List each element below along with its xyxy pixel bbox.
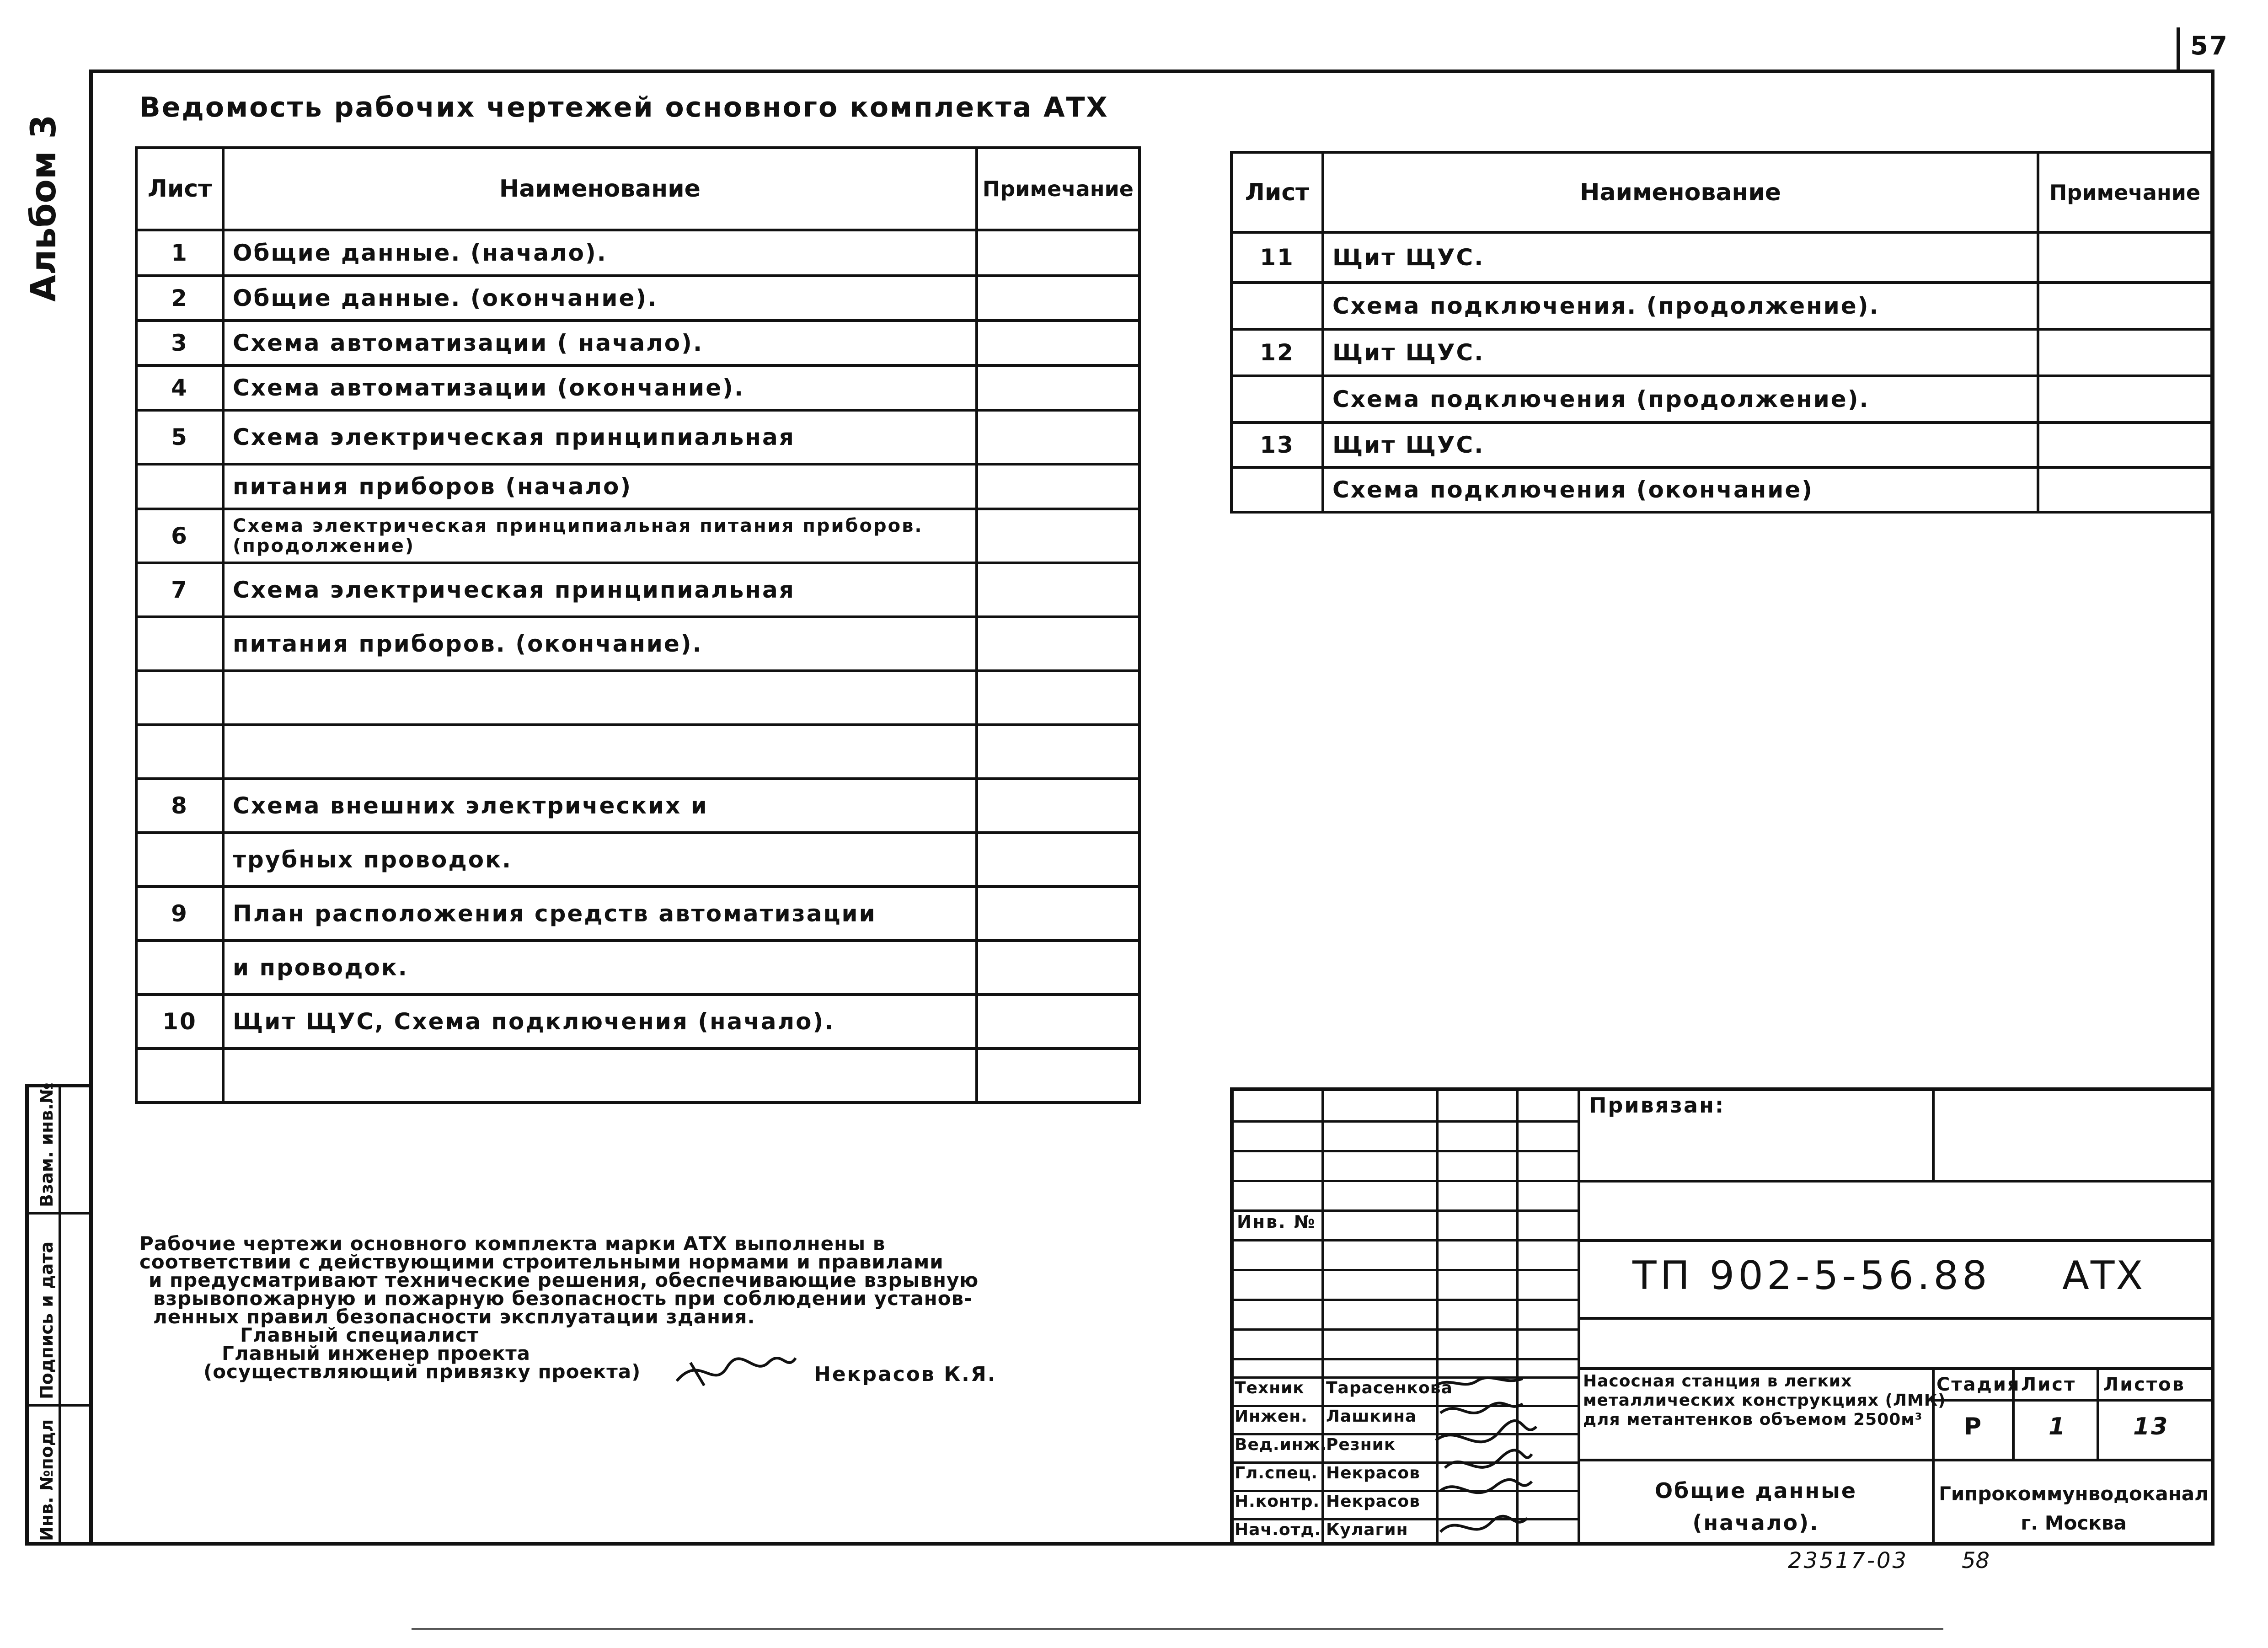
note-cell [977,464,1139,509]
table-row [1231,467,2212,512]
stamp-person-name: Некрасов [1326,1464,1420,1482]
sheet-number-cell: 12 [1231,329,1323,376]
note-cell [2038,232,2212,283]
col-header-name: Наименование [223,148,977,230]
col-header-note: Примечание [977,148,1139,230]
sheet-number-cell [1231,376,1323,423]
stamp-person-name: Резник [1326,1435,1396,1454]
sheet-label: Лист [2021,1374,2076,1395]
note-cell [977,509,1139,563]
sheets-label: Листов [2103,1374,2185,1395]
sheet-name-cell: питания приборов. (окончание). [223,617,977,671]
margin-label-signature-date: Подпись и дата [37,1241,57,1399]
stamp-role: Вед.инж. [1235,1435,1327,1454]
stamp-role: Гл.спец. [1235,1464,1318,1482]
table-row [1231,376,2212,423]
document-code: ТП 902-5-56.88 [1632,1253,1991,1299]
sheet-name-cell: Схема подключения. (продолжение). [1323,283,2038,329]
sheet-name-cell: Щит ЩУС. [1323,329,2038,376]
note-cell [977,321,1139,365]
table-row [136,563,1139,617]
note-cell [977,617,1139,671]
note-cell [977,410,1139,464]
col-header-note: Примечание [2038,152,2212,232]
stamp-person-name: Лашкина [1326,1407,1417,1426]
note-cell [2038,283,2212,329]
note-cell [977,725,1139,779]
sheet-number-cell [1231,283,1323,329]
table-row [136,365,1139,410]
sheet-number-cell [136,725,223,779]
stamp-person-name: Тарасенкова [1326,1379,1453,1397]
sheet-number-cell: 9 [136,887,223,941]
notice-line: и предусматривают технические решения, обеспечивающие взрывную [149,1269,979,1291]
sheet-number-cell: 13 [1231,423,1323,467]
sheet-name-cell [223,671,977,725]
sheet-name-cell [223,725,977,779]
sheet-number-cell: 11 [1231,232,1323,283]
chief-specialist-label: Главный специалист [240,1324,479,1346]
sheet-number-cell: 8 [136,779,223,833]
table-row [136,887,1139,941]
sheet-name-cell: Схема электрическая принципиальная [223,410,977,464]
document-title-line: Общие данные [1654,1478,1857,1503]
signature-mark [672,1349,800,1399]
sheet-name-cell: Схема электрическая принципиальная питания приборов. (продолжение) [223,509,977,563]
document-title-line: (начало). [1692,1510,1819,1535]
sheet-name-cell: Щит ЩУС. [1323,232,2038,283]
bound-label: Привязан: [1589,1093,1725,1118]
sheet-number-cell [136,941,223,995]
note-cell [977,1049,1139,1102]
sheet-name-cell: Общие данные. (начало). [223,230,977,276]
table-row [136,230,1139,276]
sheet-number-cell: 6 [136,509,223,563]
object-line: Насосная станция в легких [1583,1372,1852,1391]
margin-label-vzam: Взам. инв.№ [37,1082,57,1207]
sheet-value: 1 [2049,1413,2067,1440]
table-row [136,941,1139,995]
document-title [1628,1475,1884,1539]
sheet-number-cell: 4 [136,365,223,410]
col-header-sheet: Лист [1231,152,1323,232]
sheet-name-cell: трубных проводок. [223,833,977,887]
sheet-number-cell: 7 [136,563,223,617]
stamp-role: Нач.отд. [1235,1520,1321,1539]
table-row [136,276,1139,321]
notice-line: ленных правил безопасности эксплуатации здания. [153,1306,755,1328]
inv-number-label: Инв. № [1237,1212,1316,1232]
note-cell [977,276,1139,321]
organization-line: Гипрокоммунводоканал [1939,1482,2209,1505]
sheet-number-cell: 1 [136,230,223,276]
sheet-name-cell: Общие данные. (окончание). [223,276,977,321]
object-line: металлических конструкциях (ЛМК) [1583,1391,1946,1410]
note-cell [2038,376,2212,423]
sheet-name-cell: Щит ЩУС, Схема подключения (начало). [223,995,977,1049]
col-header-name: Наименование [1323,152,2038,232]
sheet-name-cell: Схема электрическая принципиальная [223,563,977,617]
archive-number: 23517-03 [1788,1548,1909,1573]
stamp-role: Н.контр. [1235,1492,1320,1511]
margin-label-inv-podl: Инв. №подл [37,1419,57,1541]
sheet-name-cell: Схема внешних электрических и [223,779,977,833]
col-header-sheet: Лист [136,148,223,230]
sheet-number-cell [136,617,223,671]
sheet-number-cell [136,671,223,725]
sheet-name-cell: Щит ЩУС. [1323,423,2038,467]
signer-name: Некрасов К.Я. [814,1363,997,1386]
sheet-number-cell [136,833,223,887]
notice-line: соответствии с действующими строительными нормами и правилами [139,1251,944,1273]
object-name [1583,1372,1946,1429]
note-cell [977,563,1139,617]
table-row [1231,283,2212,329]
left-sheet-table [135,146,1141,1104]
note-cell [977,995,1139,1049]
sheet-name-cell: Схема автоматизации ( начало). [223,321,977,365]
notice-block [139,1232,979,1383]
table-row [1231,329,2212,376]
stage-value: Р [1964,1413,1983,1440]
note-cell [977,365,1139,410]
sheet-number-cell [1231,467,1323,512]
table-row [136,509,1139,563]
sheet-name-cell [223,1049,977,1102]
left-table-title: Ведомость рабочих чертежей основного комплекта АТХ [139,91,1109,123]
note-cell [977,671,1139,725]
table-row [136,617,1139,671]
table-row [1231,423,2212,467]
notice-line: взрывопожарную и пожарную безопасность при соблюдении установ- [153,1287,973,1310]
table-row [136,671,1139,725]
stamp-person-name: Некрасов [1326,1492,1420,1511]
bottom-rule [412,1628,1943,1630]
archive-sheet: 58 [1962,1548,1990,1573]
object-line: для метантенков объемом 2500м³ [1583,1410,1923,1429]
note-cell [2038,423,2212,467]
sheet-name-cell: План расположения средств автоматизации [223,887,977,941]
table-row [136,725,1139,779]
sheet-number-cell [136,464,223,509]
sheets-value: 13 [2133,1413,2169,1440]
page-number: 57 [2190,31,2229,61]
document-mark: АТХ [2062,1253,2145,1299]
sheet-name-cell: Схема подключения (продолжение). [1323,376,2038,423]
note-cell [977,833,1139,887]
note-cell [977,887,1139,941]
right-sheet-table [1230,151,2213,514]
chief-engineer-note: (осуществляющий привязку проекта) [203,1360,641,1383]
notice-line: Рабочие чертежи основного комплекта марки АТХ выполнены в [139,1232,886,1255]
table-row [136,833,1139,887]
stamp-person-name: Кулагин [1326,1520,1408,1539]
table-row [136,1049,1139,1102]
organization [1936,1479,2211,1538]
stamp-role: Инжен. [1235,1407,1308,1426]
note-cell [977,779,1139,833]
sheet-number-cell: 3 [136,321,223,365]
stage-label: Стадия [1936,1374,2021,1395]
note-cell [977,941,1139,995]
sheet-number-cell [136,1049,223,1102]
sheet-name-cell: и проводок. [223,941,977,995]
table-row [136,321,1139,365]
table-row [136,410,1139,464]
sheet-number-cell: 5 [136,410,223,464]
table-row [136,464,1139,509]
stamp-signatures [1431,1372,1541,1546]
organization-line: г. Москва [2021,1512,2127,1534]
table-row [136,779,1139,833]
note-cell [977,230,1139,276]
stamp-role: Техник [1235,1379,1305,1397]
sheet-number-cell: 10 [136,995,223,1049]
note-cell [2038,467,2212,512]
sheet-name-cell: Схема подключения (окончание) [1323,467,2038,512]
sheet-name-cell: питания приборов (начало) [223,464,977,509]
table-row [1231,232,2212,283]
sheet-number-cell: 2 [136,276,223,321]
album-label: Альбом 3 [23,114,64,302]
sheet-name-cell: Схема автоматизации (окончание). [223,365,977,410]
chief-engineer-label: Главный инженер проекта [222,1342,531,1364]
note-cell [2038,329,2212,376]
table-row [136,995,1139,1049]
